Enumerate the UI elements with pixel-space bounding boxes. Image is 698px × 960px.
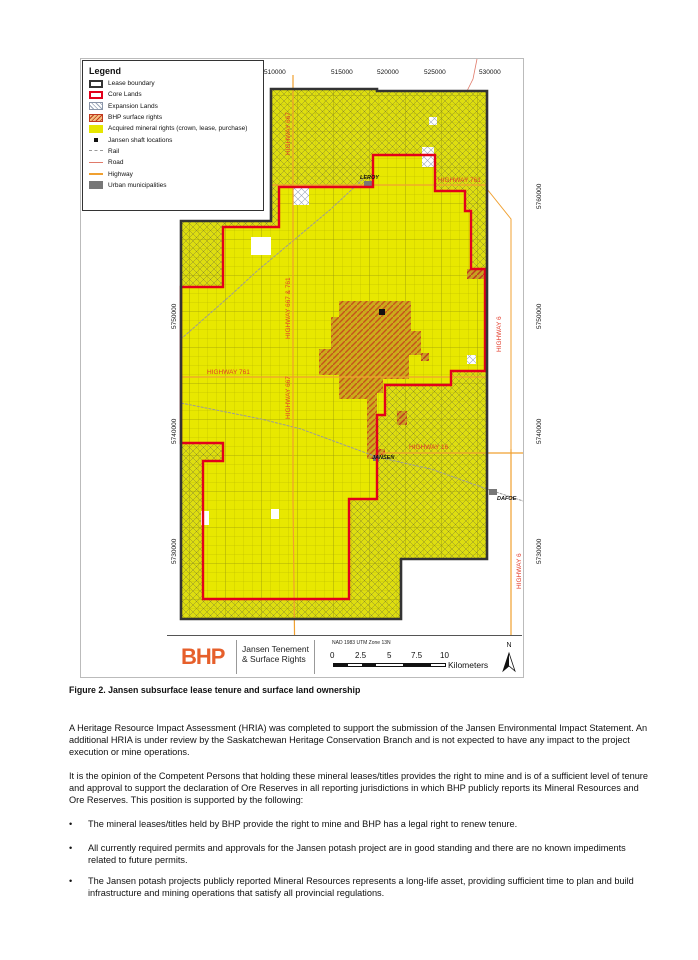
scale-label: 10 bbox=[440, 651, 449, 660]
expansion-parcel bbox=[467, 355, 476, 364]
legend-item-lease-boundary bbox=[89, 78, 257, 89]
legend-label: Urban municipalities bbox=[108, 181, 167, 189]
legend-label: Rail bbox=[108, 147, 120, 155]
bhp-surface-parcel bbox=[421, 353, 429, 361]
expansion-parcel bbox=[422, 147, 434, 167]
y-tick-label-left: 5730000 bbox=[171, 538, 178, 564]
y-tick-label-right: 5730000 bbox=[536, 538, 543, 564]
legend-label: Lease boundary bbox=[108, 80, 155, 88]
legend-label: Jansen shaft locations bbox=[108, 136, 173, 144]
x-tick-label: 530000 bbox=[479, 69, 501, 76]
x-tick-label: 525000 bbox=[424, 69, 446, 76]
paragraph: A Heritage Resource Impact Assessment (HRIA) was completed to support the submission of the Jansen Environmental Impact Statement. An additional HRIA is under review by the Saskatchewan Heritage Conservation Branch and is not expected to have any impact to the project execution or mine operations. bbox=[69, 723, 648, 758]
town-label: JANSEN bbox=[372, 455, 395, 461]
highway-swatch-icon bbox=[89, 170, 103, 178]
x-tick-label: 515000 bbox=[331, 69, 353, 76]
bullet-icon: • bbox=[69, 843, 73, 853]
x-tick-label: 520000 bbox=[377, 69, 399, 76]
highway-label: HIGHWAY 667 bbox=[285, 112, 292, 155]
bullet-text: All currently required permits and approvals for the Jansen potash project are in good standing and there are no known impediments related to future permits. bbox=[88, 843, 626, 866]
town-label: DAFOE bbox=[497, 496, 517, 502]
bullet-icon: • bbox=[69, 876, 73, 886]
map-legend bbox=[82, 60, 264, 211]
paragraph: It is the opinion of the Competent Persons that holding these mineral leases/titles provides the right to mine and is of a sufficient level of tenure and approval to support the declaration of Ore Reserves in all reporting jurisdictions in which BHP publicly reports its Mineral Resources and Ore Reserves. This position is supported by the following: bbox=[69, 771, 648, 806]
north-arrow-icon bbox=[501, 640, 517, 674]
expansion-parcel bbox=[429, 117, 437, 125]
y-tick-label-left: 5750000 bbox=[171, 303, 178, 329]
legend-label: Core Lands bbox=[108, 91, 142, 99]
y-tick-label-right: 5750000 bbox=[536, 303, 543, 329]
x-tick-label: 510000 bbox=[264, 69, 286, 76]
bullet-text: The Jansen potash projects publicly reported Mineral Resources represents a long-life asset, providing sufficient time to plan and build infrastructure and mining operations that satisfy all provincial regulations. bbox=[88, 876, 634, 899]
legend-label: Road bbox=[108, 159, 124, 167]
expansion-parcel bbox=[293, 187, 309, 205]
highway-label: HIGHWAY 6 bbox=[516, 553, 523, 589]
expansion-lands-swatch-icon bbox=[89, 102, 103, 110]
legend-label: Expansion Lands bbox=[108, 102, 158, 110]
highway-label: HIGHWAY 667 bbox=[285, 376, 292, 419]
white-parcel bbox=[271, 509, 279, 519]
bhp-surface-rights-swatch-icon bbox=[89, 114, 103, 122]
divider bbox=[314, 640, 315, 674]
legend-item-road bbox=[89, 157, 257, 168]
highway-label: HIGHWAY 6 bbox=[496, 316, 503, 352]
figure-caption: Figure 2. Jansen subsurface lease tenure and surface land ownership bbox=[69, 685, 361, 695]
legend-label: BHP surface rights bbox=[108, 114, 163, 122]
map-title-block bbox=[167, 635, 522, 677]
map-title: Jansen Tenement & Surface Rights bbox=[242, 644, 309, 664]
highway-label: HIGHWAY 761 bbox=[207, 369, 250, 376]
shaft-location-swatch-icon bbox=[89, 136, 103, 144]
core-lands-swatch-icon bbox=[89, 91, 103, 99]
bullet-icon: • bbox=[69, 819, 73, 829]
scale-label: 2.5 bbox=[355, 651, 367, 660]
north-label: N bbox=[506, 642, 512, 649]
scale-label: 0 bbox=[330, 651, 335, 660]
scale-unit: Kilometers bbox=[448, 660, 489, 670]
legend-label: Highway bbox=[108, 170, 133, 178]
town-label: LEROY bbox=[360, 175, 379, 181]
legend-item-shaft-locations bbox=[89, 134, 257, 145]
y-tick-label-right: 5760000 bbox=[536, 183, 543, 209]
y-tick-label-right: 5740000 bbox=[536, 418, 543, 444]
jansen-shaft-location bbox=[379, 309, 385, 315]
scale-bar bbox=[333, 663, 446, 667]
bhp-surface-parcel bbox=[397, 411, 407, 425]
divider bbox=[236, 640, 237, 674]
bhp-logo: BHP bbox=[181, 644, 225, 669]
rail-swatch-icon bbox=[89, 147, 103, 155]
road-swatch-icon bbox=[89, 159, 103, 167]
legend-item-urban-municipalities bbox=[89, 180, 257, 191]
coordinate-system: NAD 1983 UTM Zone 13N bbox=[332, 640, 391, 646]
urban-municipalities-swatch-icon bbox=[89, 181, 103, 189]
scale-label: 7.5 bbox=[411, 651, 423, 660]
highway-label: HIGHWAY 667 & 761 bbox=[285, 277, 292, 339]
legend-item-core-lands bbox=[89, 89, 257, 100]
acquired-mineral-rights-swatch-icon bbox=[89, 125, 103, 133]
legend-item-rail bbox=[89, 146, 257, 157]
lease-boundary-swatch-icon bbox=[89, 80, 103, 88]
road-line bbox=[467, 59, 477, 91]
y-tick-label-left: 5740000 bbox=[171, 418, 178, 444]
highway-label: HIGHWAY 16 bbox=[409, 444, 449, 451]
legend-item-acquired-mineral-rights bbox=[89, 123, 257, 134]
white-parcel bbox=[251, 237, 271, 255]
bhp-surface-parcel bbox=[467, 269, 485, 279]
bullet-text: The mineral leases/titles held by BHP provide the right to mine and BHP has a legal right to renew tenure. bbox=[88, 819, 518, 829]
highway-label: HIGHWAY 761 bbox=[438, 177, 481, 184]
legend-item-expansion-lands bbox=[89, 101, 257, 112]
legend-item-bhp-surface-rights bbox=[89, 112, 257, 123]
legend-item-highway bbox=[89, 168, 257, 179]
urban-municipality bbox=[364, 181, 372, 186]
urban-municipality bbox=[489, 489, 497, 495]
legend-title: Legend bbox=[89, 66, 122, 76]
legend-label: Acquired mineral rights (crown, lease, purchase) bbox=[108, 125, 248, 133]
scale-label: 5 bbox=[387, 651, 392, 660]
